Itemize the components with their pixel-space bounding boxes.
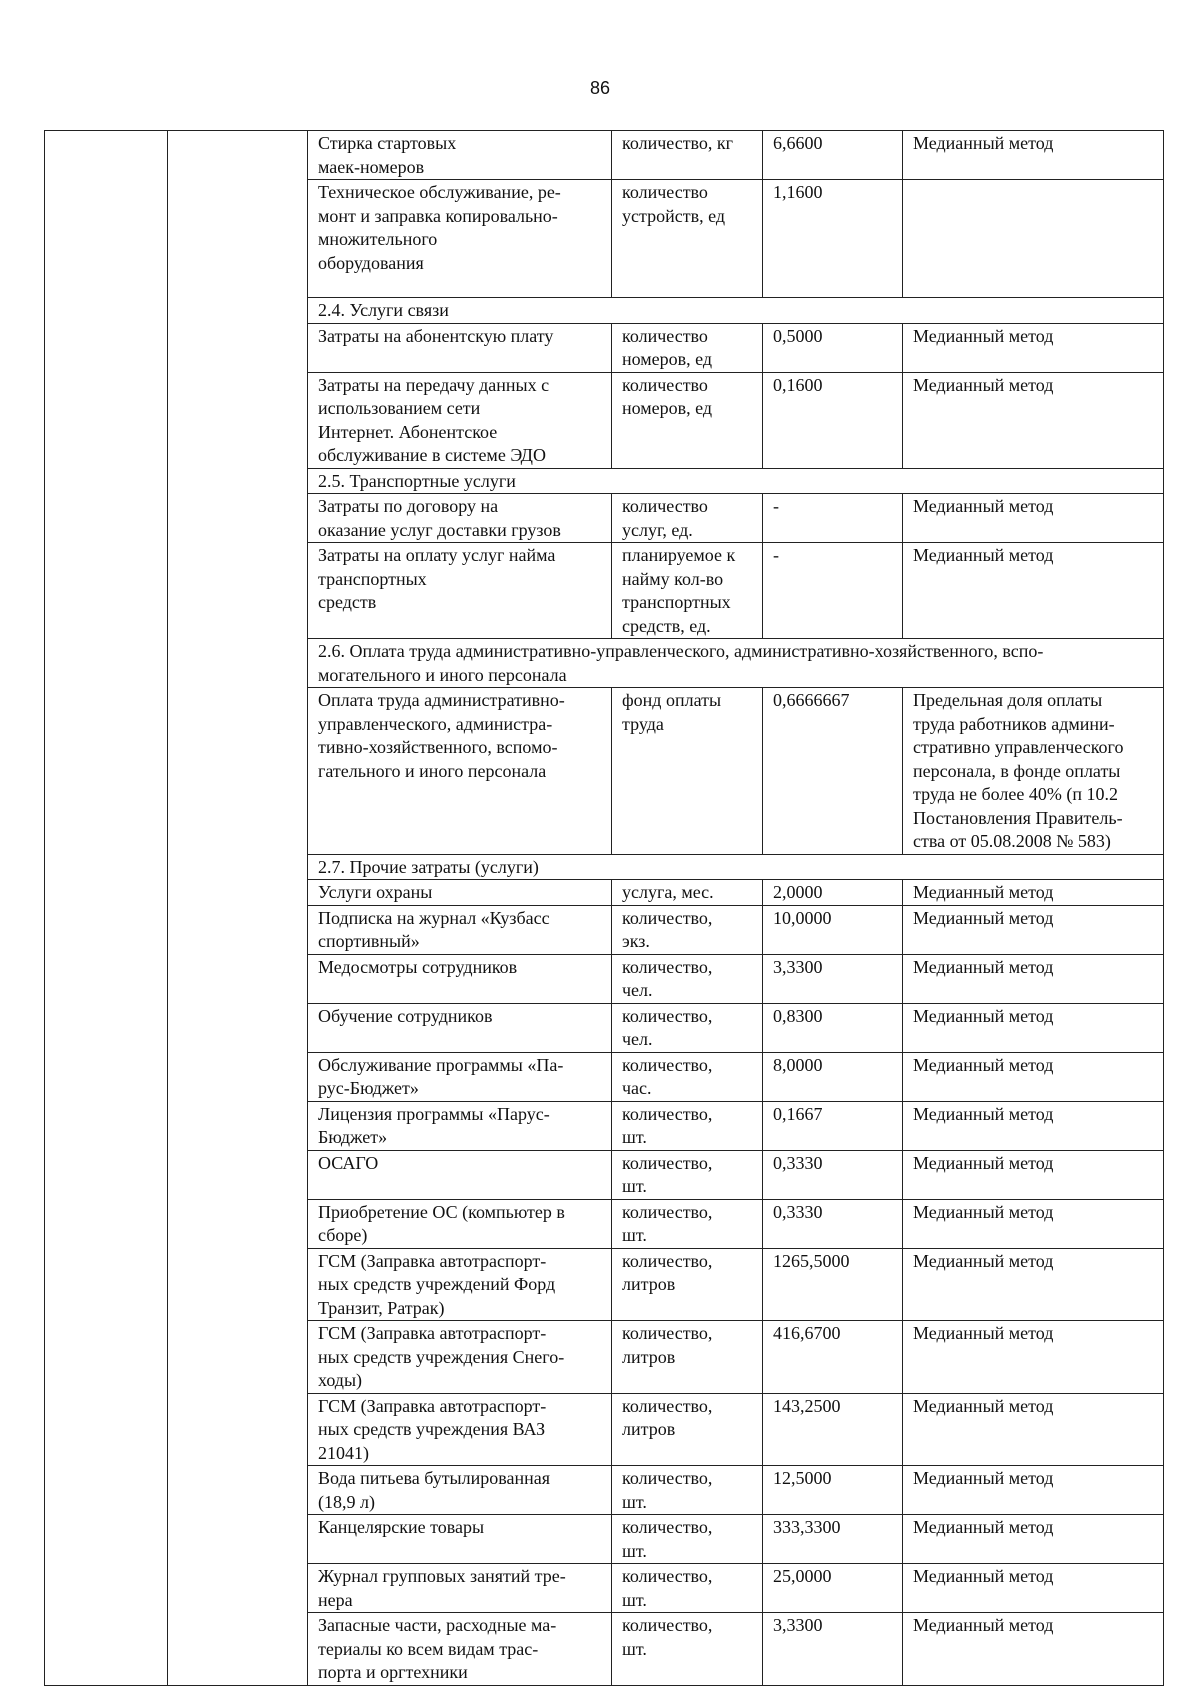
item-unit: количество, литров: [612, 1248, 763, 1321]
item-value: 3,3300: [763, 954, 903, 1003]
item-value: 1265,5000: [763, 1248, 903, 1321]
item-method: Медианный метод: [903, 372, 1164, 468]
item-method: Медианный метод: [903, 1101, 1164, 1150]
item-name: ОСАГО: [308, 1150, 612, 1199]
item-method: Медианный метод: [903, 543, 1164, 639]
item-value: 25,0000: [763, 1564, 903, 1613]
item-method: Медианный метод: [903, 1393, 1164, 1466]
item-unit: количество устройств, ед: [612, 180, 763, 298]
item-value: 143,2500: [763, 1393, 903, 1466]
item-method: Медианный метод: [903, 131, 1164, 180]
section-title: 2.6. Оплата труда административно-управленческого, административно-хозяйственного, вспо- могательного и иного персонала: [308, 639, 1164, 688]
item-unit: количество, шт.: [612, 1613, 763, 1686]
item-value: 333,3300: [763, 1515, 903, 1564]
item-name: Канцелярские товары: [308, 1515, 612, 1564]
item-name: ГСМ (Заправка автотраспорт- ных средств учреждения ВАЗ 21041): [308, 1393, 612, 1466]
item-method: Медианный метод: [903, 1052, 1164, 1101]
item-name: Обучение сотрудников: [308, 1003, 612, 1052]
item-unit: количество, шт.: [612, 1564, 763, 1613]
item-unit: количество, литров: [612, 1321, 763, 1394]
item-value: 0,1667: [763, 1101, 903, 1150]
item-method: Предельная доля оплаты труда работников админи- стративно управленческого персонала, в фонде оплаты труда не более 40% (п 10.2 Постановления Правитель- ства от 05.08.2008 № 583): [903, 688, 1164, 855]
item-unit: количество услуг, ед.: [612, 494, 763, 543]
item-name: Подписка на журнал «Кузбасс спортивный»: [308, 905, 612, 954]
item-name: Затраты по договору на оказание услуг доставки грузов: [308, 494, 612, 543]
item-unit: количество, чел.: [612, 1003, 763, 1052]
item-method: [903, 180, 1164, 298]
item-name: Стирка стартовых маек-номеров: [308, 131, 612, 180]
item-name: Услуги охраны: [308, 880, 612, 906]
item-unit: количество, шт.: [612, 1466, 763, 1515]
item-method: Медианный метод: [903, 1515, 1164, 1564]
item-unit: количество, шт.: [612, 1515, 763, 1564]
item-name: Запасные части, расходные ма- териалы ко всем видам трас- порта и оргтехники: [308, 1613, 612, 1686]
item-method: Медианный метод: [903, 880, 1164, 906]
section-title: 2.4. Услуги связи: [308, 298, 1164, 324]
item-method: Медианный метод: [903, 1564, 1164, 1613]
section-title: 2.5. Транспортные услуги: [308, 468, 1164, 494]
item-name: Лицензия программы «Парус- Бюджет»: [308, 1101, 612, 1150]
item-name: Вода питьева бутылированная (18,9 л): [308, 1466, 612, 1515]
item-name: ГСМ (Заправка автотраспорт- ных средств учреждения Снего- ходы): [308, 1321, 612, 1394]
item-value: 0,5000: [763, 323, 903, 372]
item-value: 6,6600: [763, 131, 903, 180]
item-value: 0,8300: [763, 1003, 903, 1052]
table-row: [45, 131, 1164, 180]
item-value: 3,3300: [763, 1613, 903, 1686]
item-unit: количество, кг: [612, 131, 763, 180]
item-value: 0,6666667: [763, 688, 903, 855]
item-unit: услуга, мес.: [612, 880, 763, 906]
item-method: Медианный метод: [903, 323, 1164, 372]
item-method: Медианный метод: [903, 1003, 1164, 1052]
item-value: 1,1600: [763, 180, 903, 298]
item-name: Медосмотры сотрудников: [308, 954, 612, 1003]
item-unit: количество, шт.: [612, 1199, 763, 1248]
item-value: 8,0000: [763, 1052, 903, 1101]
item-name: Журнал групповых занятий тре- нера: [308, 1564, 612, 1613]
item-method: Медианный метод: [903, 1248, 1164, 1321]
item-unit: количество, литров: [612, 1393, 763, 1466]
item-value: -: [763, 494, 903, 543]
item-name: Обслуживание программы «Па- рус-Бюджет»: [308, 1052, 612, 1101]
item-method: Медианный метод: [903, 494, 1164, 543]
item-unit: количество номеров, ед: [612, 323, 763, 372]
item-unit: количество, шт.: [612, 1150, 763, 1199]
item-method: Медианный метод: [903, 1613, 1164, 1686]
item-method: Медианный метод: [903, 1466, 1164, 1515]
item-value: 12,5000: [763, 1466, 903, 1515]
item-name: Приобретение ОС (компьютер в сборе): [308, 1199, 612, 1248]
item-method: Медианный метод: [903, 954, 1164, 1003]
item-method: Медианный метод: [903, 1321, 1164, 1394]
blank-column-2: [168, 131, 308, 1686]
item-name: Оплата труда административно- управленческого, администра- тивно-хозяйственного, вспомо- гательного и иного персонала: [308, 688, 612, 855]
item-name: Затраты на абонентскую плату: [308, 323, 612, 372]
item-value: 0,3330: [763, 1199, 903, 1248]
item-name: Затраты на оплату услуг найма транспортных средств: [308, 543, 612, 639]
item-name: Техническое обслуживание, ре- монт и заправка копировально- множительного оборудования: [308, 180, 612, 298]
section-title: 2.7. Прочие затраты (услуги): [308, 854, 1164, 880]
cost-norms-table: [44, 130, 1164, 1686]
item-unit: количество, час.: [612, 1052, 763, 1101]
page-number: 86: [589, 78, 611, 98]
item-unit: фонд оплаты труда: [612, 688, 763, 855]
item-method: Медианный метод: [903, 1199, 1164, 1248]
item-value: 416,6700: [763, 1321, 903, 1394]
item-name: ГСМ (Заправка автотраспорт- ных средств учреждений Форд Транзит, Ратрак): [308, 1248, 612, 1321]
item-value: 0,1600: [763, 372, 903, 468]
item-unit: количество, чел.: [612, 954, 763, 1003]
item-method: Медианный метод: [903, 905, 1164, 954]
item-unit: планируемое к найму кол-во транспортных средств, ед.: [612, 543, 763, 639]
blank-column-1: [45, 131, 168, 1686]
item-method: Медианный метод: [903, 1150, 1164, 1199]
item-value: 0,3330: [763, 1150, 903, 1199]
item-unit: количество, экз.: [612, 905, 763, 954]
item-name: Затраты на передачу данных с использованием сети Интернет. Абонентское обслуживание в системе ЭДО: [308, 372, 612, 468]
table-body: [45, 131, 1164, 1686]
item-unit: количество номеров, ед: [612, 372, 763, 468]
item-value: -: [763, 543, 903, 639]
item-value: 2,0000: [763, 880, 903, 906]
item-value: 10,0000: [763, 905, 903, 954]
item-unit: количество, шт.: [612, 1101, 763, 1150]
